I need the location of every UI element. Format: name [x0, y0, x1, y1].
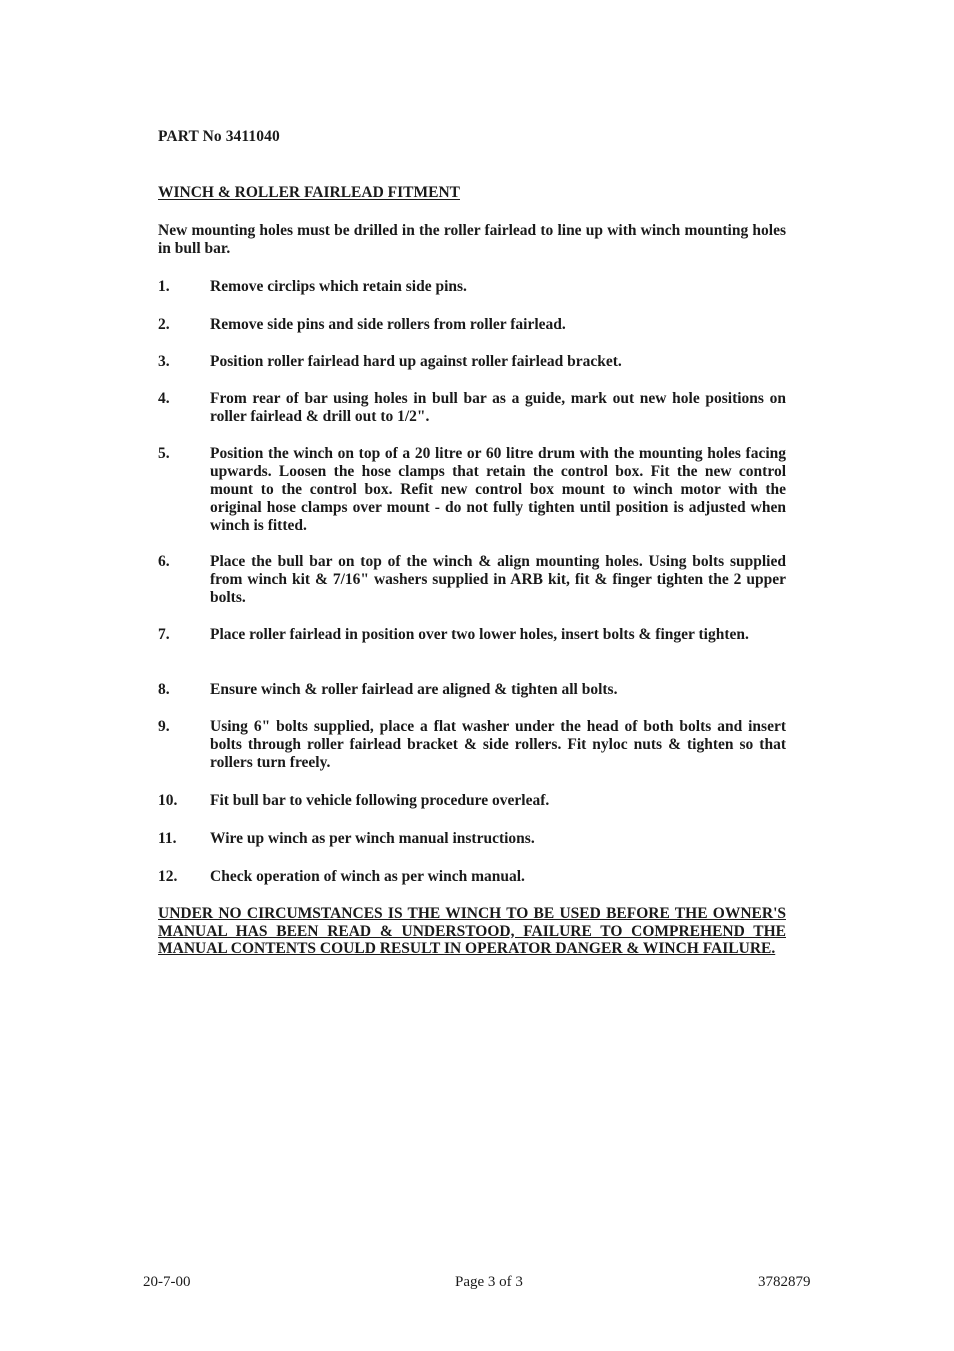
step-number: 11.: [158, 830, 177, 847]
step-text: Position the winch on top of a 20 litre or 60 litre drum with the mounting holes facing upwards. Loosen the hose clamps that retain the control box. Fit the new control mount to the control box. Refit new control box mount to winch motor with the original hose clamps over mount - do not fully tighten until position is adjusted when winch is fitted.: [210, 445, 786, 534]
footer-page-number: Page 3 of 3: [455, 1274, 523, 1290]
footer-date: 20-7-00: [143, 1274, 191, 1290]
step-number: 1.: [158, 278, 170, 295]
step-item: [158, 353, 786, 371]
step-number: 4.: [158, 390, 170, 407]
step-item: [158, 316, 786, 334]
step-text: Place roller fairlead in position over two lower holes, insert bolts & finger tighten.: [210, 626, 749, 643]
step-item: [158, 390, 786, 426]
step-number: 9.: [158, 718, 170, 735]
step-text: Ensure winch & roller fairlead are aligned & tighten all bolts.: [210, 681, 618, 698]
step-item: [158, 792, 786, 810]
step-text: Wire up winch as per winch manual instructions.: [210, 830, 535, 847]
warning-notice: UNDER NO CIRCUMSTANCES IS THE WINCH TO BE USED BEFORE THE OWNER'S MANUAL HAS BEEN READ & UNDERSTOOD, FAILURE TO COMPREHEND THE MANUAL CONTENTS COULD RESULT IN OPERATOR DANGER & WINCH FAILURE.: [158, 905, 786, 957]
step-number: 10.: [158, 792, 178, 809]
section-heading: WINCH & ROLLER FAIRLEAD FITMENT: [158, 184, 460, 201]
footer-document-number: 3782879: [758, 1274, 811, 1290]
step-number: 6.: [158, 553, 170, 570]
part-number: PART No 3411040: [158, 128, 280, 145]
step-text: Place the bull bar on top of the winch & align mounting holes. Using bolts supplied from winch kit & 7/16" washers supplied in ARB kit, fit & finger tighten the 2 upper bolts.: [210, 553, 786, 606]
step-text: Position roller fairlead hard up against roller fairlead bracket.: [210, 353, 622, 370]
step-item: [158, 830, 786, 848]
step-text: Remove circlips which retain side pins.: [210, 278, 467, 295]
step-text: Check operation of winch as per winch manual.: [210, 868, 525, 885]
step-text: Fit bull bar to vehicle following procedure overleaf.: [210, 792, 550, 809]
step-number: 12.: [158, 868, 178, 885]
step-number: 2.: [158, 316, 170, 333]
step-item: [158, 278, 786, 296]
step-item: [158, 718, 786, 772]
step-number: 7.: [158, 626, 170, 643]
step-number: 5.: [158, 445, 170, 462]
step-number: 3.: [158, 353, 170, 370]
step-item: [158, 553, 786, 607]
step-item: [158, 445, 786, 535]
step-item: [158, 626, 786, 644]
step-text: From rear of bar using holes in bull bar as a guide, mark out new hole positions on roller fairlead & drill out to 1/2".: [210, 390, 786, 425]
step-number: 8.: [158, 681, 170, 698]
step-item: [158, 868, 786, 886]
step-item: [158, 681, 786, 699]
step-text: Remove side pins and side rollers from roller fairlead.: [210, 316, 566, 333]
step-text: Using 6" bolts supplied, place a flat washer under the head of both bolts and insert bolts through roller fairlead bracket & side rollers. Fit nyloc nuts & tighten so that rollers turn freely.: [210, 718, 786, 771]
intro-paragraph: New mounting holes must be drilled in the roller fairlead to line up with winch mounting holes in bull bar.: [158, 222, 786, 257]
